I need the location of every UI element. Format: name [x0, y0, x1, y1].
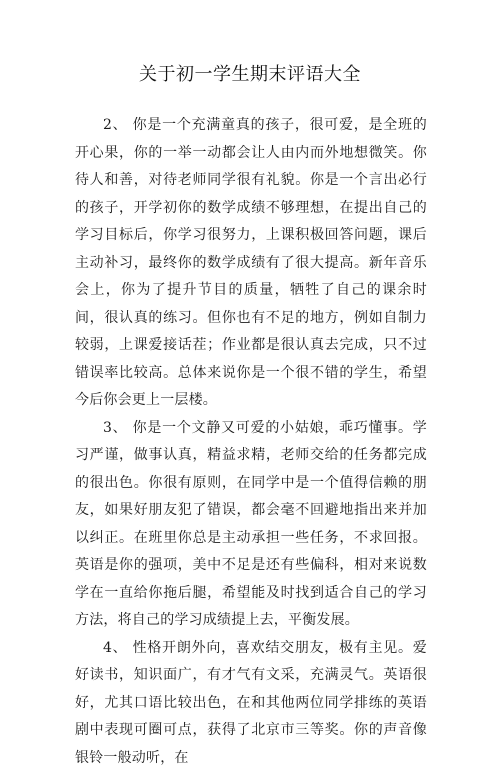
document-body [75, 112, 427, 772]
paragraph-4: 4、 性格开朗外向，喜欢结交朋友，极有主见。爱好读书，知识面广，有才气有文采，充满灵气。英语很好，尤其口语比较出色，在和其他两位同学排练的英语剧中表现可圈可点，获得了北京市三等奖。你的声音像银铃一般动听，在 [75, 635, 427, 772]
document-title: 关于初一学生期末评语大全 [0, 62, 500, 88]
paragraph-2: 2、 你是一个充满童真的孩子，很可爱，是全班的开心果，你的一举一动都会让人由内而外地想微笑。你待人和善，对待老师同学很有礼貌。你是一个言出必行的孩子，开学初你的数学成绩不够理想，在提出自己的学习目标后，你学习很努力，上课积极回答问题，课后主动补习，最终你的数学成绩有了很大提高。新年音乐会上，你为了提升节目的质量，牺牲了自己的课余时间，很认真的练习。但你也有不足的地方，例如自制力较弱，上课爱接话茬；作业都是很认真去完成，只不过错误率比较高。总体来说你是一个很不错的学生，希望今后你会更上一层楼。 [75, 112, 427, 415]
paragraph-3: 3、 你是一个文静又可爱的小姑娘，乖巧懂事。学习严谨，做事认真，精益求精，老师交给的任务都完成的很出色。你很有原则，在同学中是一个值得信赖的朋友，如果好朋友犯了错误，都会毫不回避地指出来并加以纠正。在班里你总是主动承担一些任务，不求回报。英语是你的强项，美中不足是还有些偏科，相对来说数学在一直给你拖后腿，希望能及时找到适合自己的学习方法，将自己的学习成绩提上去，平衡发展。 [75, 415, 427, 635]
